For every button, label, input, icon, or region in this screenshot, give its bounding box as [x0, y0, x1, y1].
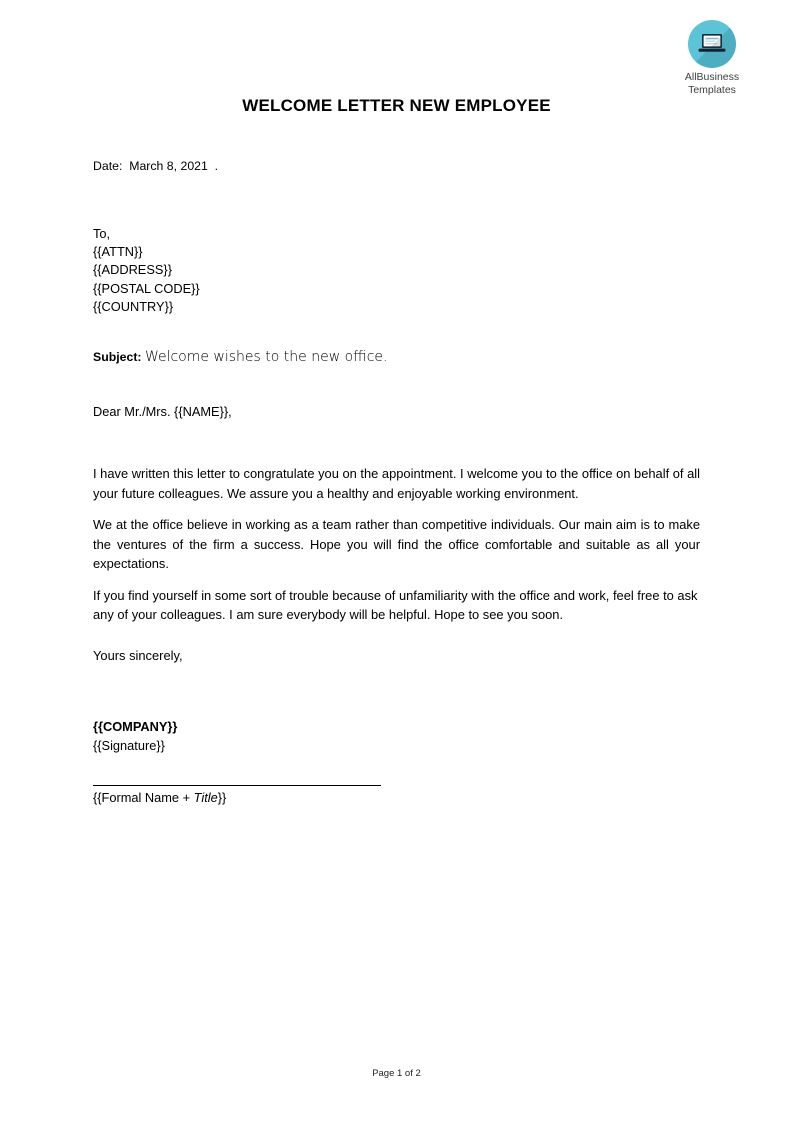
closing-line: Yours sincerely, [93, 647, 183, 663]
body-paragraphs [93, 464, 700, 665]
formal-name-suffix: }} [217, 790, 227, 805]
body-paragraph: If you find yourself in some sort of trouble because of unfamiliarity with the office and work, feel free to ask any of your colleagues. I am sure everybody will be helpful. Hope to see you soon. [93, 587, 698, 622]
laptop-icon [697, 32, 727, 56]
date-line: Date: March 8, 2021 . [93, 159, 219, 173]
logo-wordmark-line2: Templates [688, 83, 736, 96]
recipient-address-block [93, 225, 200, 316]
address-to: To, [93, 226, 111, 241]
subject-label: Subject: [93, 350, 142, 364]
page-title: WELCOME LETTER NEW EMPLOYEE [242, 96, 551, 115]
body-paragraph: We at the office believe in working as a team rather than competitive individuals. Our main aim is to make the ventures of the firm a success. Hope you will find the office comfortable and suitable as all your expectations. [93, 517, 700, 571]
formal-name-prefix: {{Formal Name + [93, 790, 194, 805]
address-street: {{ADDRESS}} [93, 262, 172, 278]
logo-wordmark-line1: AllBusiness [684, 71, 740, 83]
body-paragraph: I have written this letter to congratulate you on the appointment. I welcome you to the office on behalf of all your future colleagues. We assure you a healthy and enjoyable working environment. [93, 466, 700, 501]
address-postal-code: {{POSTAL CODE}} [93, 280, 200, 296]
salutation: Dear Mr./Mrs. {{NAME}}, [93, 404, 232, 419]
logo-wordmark [659, 71, 765, 96]
signature-placeholder: {{Signature}} [93, 738, 165, 753]
address-attn: {{ATTN}} [93, 244, 143, 260]
subject-line [93, 349, 387, 365]
address-country: {{COUNTRY}} [93, 298, 174, 314]
signature-rule [93, 785, 381, 786]
formal-name-title: Title [193, 790, 218, 805]
signature-block [93, 717, 381, 807]
company-placeholder: {{COMPANY}} [93, 719, 178, 734]
allbusiness-templates-logo [659, 20, 765, 96]
logo-circle [688, 20, 736, 68]
subject-value: Welcome wishes to the new office. [144, 349, 388, 365]
formal-name-placeholder [93, 788, 381, 807]
page-footer: Page 1 of 2 [372, 1068, 421, 1079]
